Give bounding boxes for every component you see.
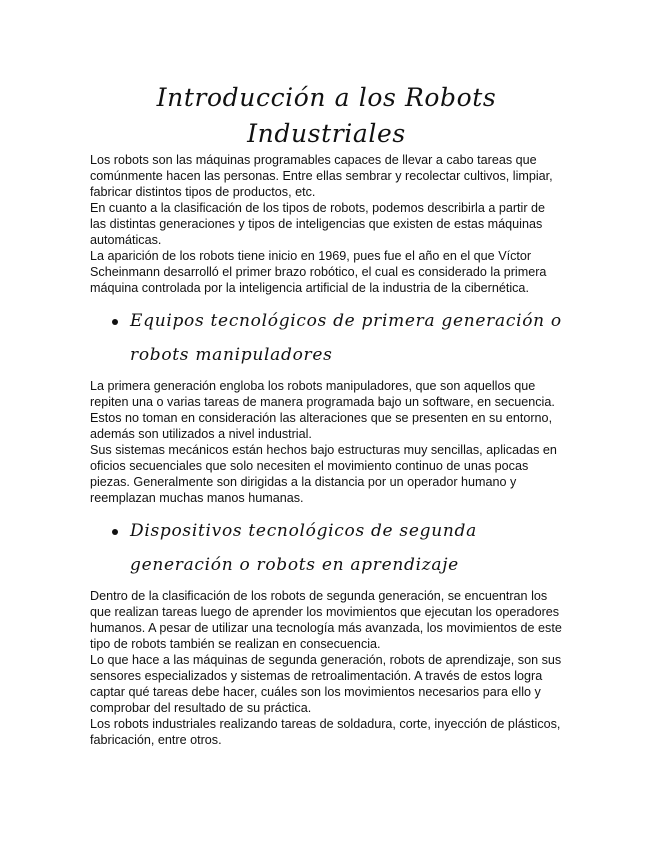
section-2-paragraph-2: Lo que hace a las máquinas de segunda generación, robots de aprendizaje, son sus sensores especializados y sistemas de retroalimentación. A través de estos logra captar qué tareas debe hacer, cuáles son los movimientos necesarios para ello y comprobar del resultado de su práctica. — [90, 653, 562, 715]
section-1-paragraph-1: La primera generación engloba los robots manipuladores, que son aquellos que repiten una o varias tareas de manera programada bajo un software, en secuencia. Estos no toman en consideración las alteraciones que se presenten en su entorno, además son utilizados a nivel industrial. — [90, 379, 555, 441]
section-heading-first-generation — [90, 304, 563, 372]
bullet-icon — [112, 529, 118, 535]
page-title: Introducción a los Robots Industriales — [156, 83, 497, 148]
bullet-icon — [112, 319, 118, 325]
intro-paragraph-1: Los robots son las máquinas programables capaces de llevar a cabo tareas que comúnmente hacen las personas. Entre ellas sembrar y recolectar cultivos, limpiar, fabricar distintos tipos de productos, etc. — [90, 153, 553, 199]
section-heading-text: Dispositivos tecnológicos de segunda generación o robots en aprendizaje — [130, 521, 477, 575]
section-heading-second-generation — [90, 514, 563, 582]
section-2-paragraph-3: Los robots industriales realizando tareas de soldadura, corte, inyección de plásticos, fabricación, entre otros. — [90, 717, 561, 747]
section-2-paragraph-1: Dentro de la clasificación de los robots de segunda generación, se encuentran los que realizan tareas luego de aprender los movimientos que ejecutan los operadores humanos. A pesar de utilizar una tecnología más avanzada, los movimientos de este tipo de robots también se realizan en consecuencia. — [90, 589, 562, 651]
intro-paragraph-3: La aparición de los robots tiene inicio en 1969, pues fue el año en el que Víctor Scheinmann desarrolló el primer brazo robótico, el cual es considerado la primera máquina controlada por la inteligencia artificial de la industria de la cibernética. — [90, 249, 547, 295]
section-1-paragraph-2: Sus sistemas mecánicos están hechos bajo estructuras muy sencillas, aplicadas en oficios secuenciales que solo necesiten el movimiento continuo de unas pocas piezas. Generalmente son dirigidas a la distancia por un operador humano y reemplazan muchas manos humanas. — [90, 443, 557, 505]
section-heading-text: Equipos tecnológicos de primera generación o robots manipuladores — [130, 311, 562, 365]
intro-paragraph-2: En cuanto a la clasificación de los tipos de robots, podemos describirla a partir de las distintas generaciones y tipos de inteligencias que existen de estas máquinas automáticas. — [90, 201, 546, 247]
